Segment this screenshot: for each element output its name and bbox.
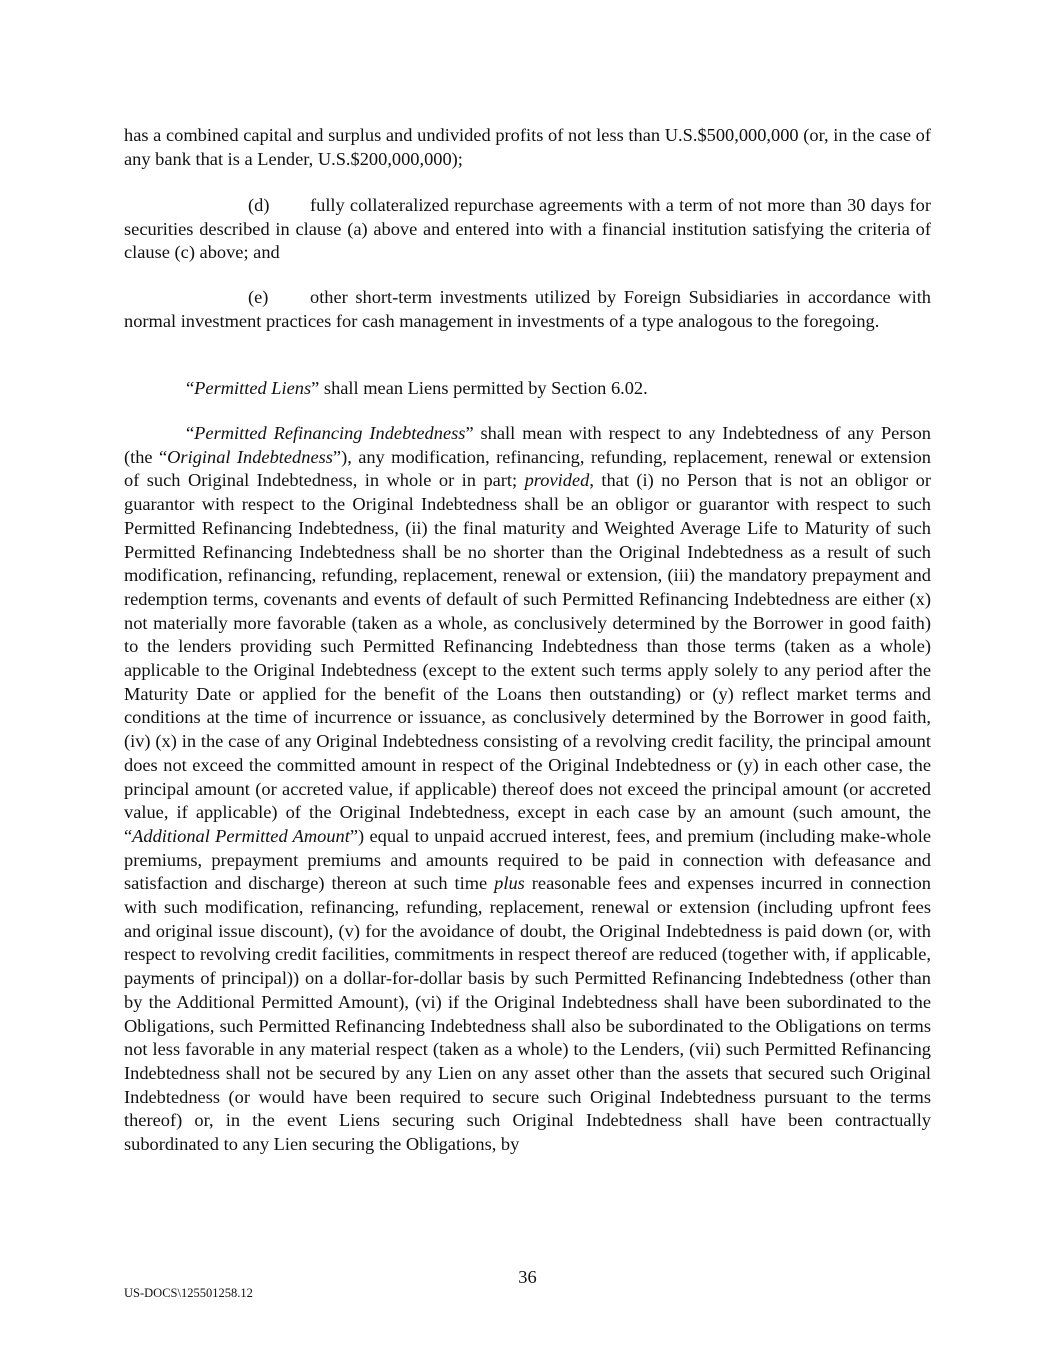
clause-d [124,194,931,265]
clause-e-label: (e) [248,287,269,307]
definition-permitted-refinancing-indebtedness [124,422,931,1157]
continuation-text: has a combined capital and surplus and undivided profits of not less than U.S.$500,000,000 (or, in the case of any bank that is a Lender, U.S.$200,000,000); [124,125,931,169]
definition-text: ” shall mean Liens permitted by Section 6.02. [311,378,648,398]
definition-text: ” shall mean with respect to any Indebtedness of any Person (the “ [124,423,932,467]
definition-permitted-liens [124,377,931,401]
clause-d-label: (d) [248,195,270,215]
page-number: 36 [518,1267,537,1287]
open-quote: “ [186,378,195,398]
clause-e-text: other short-term investments utilized by Foreign Subsidiaries in accordance with normal investment practices for cash management in investments of a type analogous to the foregoing. [124,287,931,331]
definition-text: ”) equal to unpaid accrued interest, fees, and premium (including make-whole premiums, prepayment premiums and amounts required to be paid in connection with defeasance and satisfaction and discharge) thereon at such time [124,825,932,894]
clause-e [124,286,931,333]
defined-term: Permitted Liens [194,378,312,398]
defined-term: Permitted Refinancing Indebtedness [194,423,466,443]
document-id: US-DOCS\125501258.12 [124,1286,253,1300]
clause-d-text: fully collateralized repurchase agreements with a term of not more than 30 days for securities described in clause (a) above and entered into with a financial institution satisfying the criteria of clause (c) above; and [124,195,931,263]
defined-term-original-indebtedness: Original Indebtedness [167,446,333,467]
definition-text: reasonable fees and expenses incurred in connection with such modification, refinancing, refunding, replacement, renewal or extension (including upfront fees and original issue discount), (v) for the avoidance of doubt, the Original Indebtedness is paid down (or, with respect to revolving credit facilities, commitments in respect thereof are reduced (together with, if applicable, payments of principal)) on a dollar-for-dollar basis by such Permitted Refinancing Indebtedness (other than by the Additional Permitted Amount), (vi) if the Original Indebtedness shall have been subordinated to the Obligations, such Permitted Refinancing Indebtedness shall also be subordinated to the Obligations on terms not less favorable in any material respect (taken as a whole) to the Lenders, (vii) such Permitted Refinancing Indebtedness shall not be secured by any Lien on any asset other than the assets that secured such Original Indebtedness (or would have been required to secure such Original Indebtedness pursuant to the terms thereof) or, in the event Liens securing such Original Indebtedness shall have been contractually subordinated to any Lien securing the Obligations, by [124,873,931,1155]
plus-keyword: plus [494,873,525,894]
definition-text: , that (i) no Person that is not an obligor or guarantor with respect to the Original Indebtedness shall be an obligor or guarantor with respect to such Permitted Refinancing Indebtedness, (ii) the final maturity and Weighted Average Life to Maturity of such Permitted Refinancing Indebtedness shall be no shorter than the Original Indebtedness as a result of such modification, refinancing, refunding, replacement, renewal or extension, (iii) the mandatory prepayment and redemption terms, covenants and events of default of such Permitted Refinancing Indebtedness are either (x) not materially more favorable (taken as a whole, as conclusively determined by the Borrower in good faith) to the lenders providing such Permitted Refinancing Indebtedness than those terms (taken as a whole) applicable to the Original Indebtedness (except to the extent such terms apply solely to any period after the Maturity Date or applied for the benefit of the Loans then outstanding) or (y) reflect market terms and conditions at the time of incurrence or issuance, as conclusively determined by the Borrower in good faith, (iv) (x) in the case of any Original Indebtedness consisting of a revolving credit facility, the principal amount does not exceed the committed amount in respect of the Original Indebtedness or (y) in each other case, the principal amount (or accreted value, if applicable) thereof does not exceed the principal amount (or accreted value, if applicable) of the Original Indebtedness, except in each case by an amount (such amount, the “ [124,470,931,846]
open-quote: “ [186,423,195,443]
definition-text: ”), any modification, refinancing, refunding, replacement, renewal or extension of such Original Indebtedness, in whole or in part; [124,446,931,491]
paragraph-continuation [124,124,931,171]
defined-term-additional-permitted-amount: Additional Permitted Amount [132,825,350,846]
provided-keyword: provided [524,470,590,491]
